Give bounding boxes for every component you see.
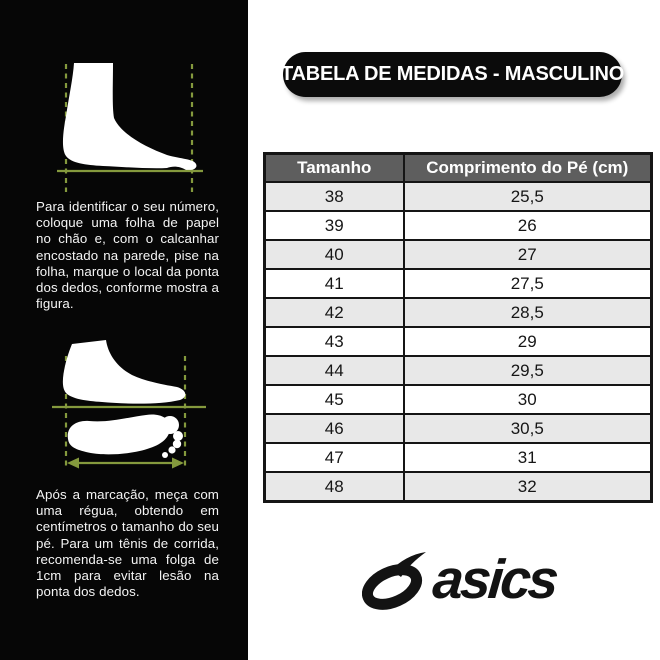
column-header-length: Comprimento do Pé (cm) (404, 154, 652, 183)
foot-length-measure-illustration (50, 336, 208, 478)
length-cell: 30 (404, 385, 652, 414)
size-cell: 48 (265, 472, 404, 502)
table-row (265, 182, 652, 211)
table-row (265, 327, 652, 356)
table-header-row (265, 154, 652, 183)
instruction-step-1: Para identificar o seu número, coloque uma folha de papel no chão e, com o calcanhar encostado na parede, pise na folha, marque o local da ponta dos dedos, conforme mostra a figura. (36, 199, 219, 312)
asics-wordmark: asics (430, 548, 559, 610)
foot-against-wall-illustration (55, 58, 205, 195)
size-cell: 45 (265, 385, 404, 414)
size-cell: 38 (265, 182, 404, 211)
length-cell: 26 (404, 211, 652, 240)
size-cell: 41 (265, 269, 404, 298)
length-cell: 27 (404, 240, 652, 269)
table-row (265, 211, 652, 240)
size-cell: 44 (265, 356, 404, 385)
table-row (265, 443, 652, 472)
length-cell: 28,5 (404, 298, 652, 327)
column-header-size: Tamanho (265, 154, 404, 183)
table-row (265, 298, 652, 327)
instruction-step-2: Após a marcação, meça com uma régua, obtendo em centímetros o tamanho do seu pé. Para um tênis de corrida, recomenda-se uma folga de 1cm para evitar lesão na ponta dos dedos. (36, 487, 219, 600)
asics-spiral-icon (362, 550, 428, 612)
table-row (265, 414, 652, 443)
length-cell: 25,5 (404, 182, 652, 211)
length-cell: 32 (404, 472, 652, 502)
table-row (265, 240, 652, 269)
size-cell: 42 (265, 298, 404, 327)
size-cell: 43 (265, 327, 404, 356)
size-cell: 46 (265, 414, 404, 443)
table-row (265, 472, 652, 502)
size-table (263, 152, 653, 503)
length-cell: 30,5 (404, 414, 652, 443)
instructions-panel (0, 0, 248, 660)
length-cell: 31 (404, 443, 652, 472)
length-cell: 29,5 (404, 356, 652, 385)
size-chart-title: TABELA DE MEDIDAS - MASCULINO (280, 63, 625, 85)
size-cell: 40 (265, 240, 404, 269)
size-cell: 39 (265, 211, 404, 240)
table-row (265, 269, 652, 298)
table-row (265, 385, 652, 414)
asics-logo (362, 548, 559, 614)
length-cell: 29 (404, 327, 652, 356)
size-chart-title-banner (280, 52, 625, 97)
size-cell: 47 (265, 443, 404, 472)
length-cell: 27,5 (404, 269, 652, 298)
table-row (265, 356, 652, 385)
